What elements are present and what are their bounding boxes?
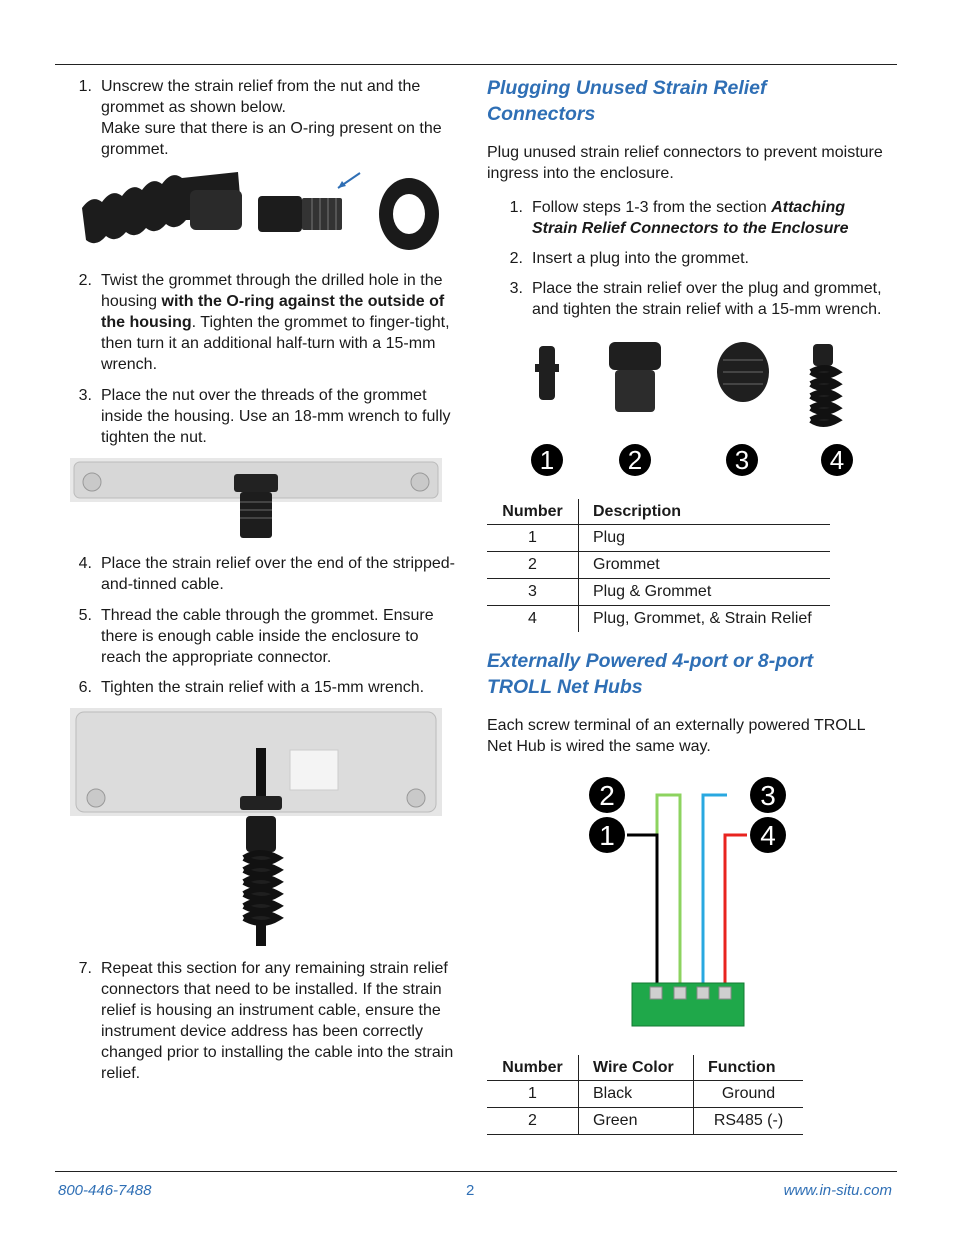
step-emphasis: the housing (101, 314, 192, 331)
footer-phone: 800-446-7488 (58, 1182, 152, 1199)
table-row (487, 579, 830, 606)
table-header-row (487, 1055, 803, 1081)
para-line: ingress into the enclosure. (487, 165, 674, 182)
table-row (487, 525, 830, 552)
para-line: Net Hub is wired the same way. (487, 738, 711, 755)
table-cell: Black (579, 1081, 694, 1108)
red-wire (725, 835, 747, 988)
svg-text:2: 2 (599, 780, 615, 811)
step-text: Follow steps 1-3 from the section (532, 199, 772, 216)
grommet-installed-photo (70, 458, 442, 540)
step-line: tighten the nut. (101, 429, 207, 446)
step-line: Thread the cable through the grommet. Ensure (101, 607, 434, 624)
step-text: housing (101, 293, 162, 310)
black-wire (627, 835, 657, 988)
strain-relief-parts-photo (80, 168, 460, 258)
callout-2-icon (619, 444, 651, 476)
plug-parts-photo (517, 338, 857, 480)
callout-1-icon (531, 444, 563, 476)
svg-text:3: 3 (760, 780, 776, 811)
svg-text:4: 4 (829, 445, 845, 475)
para-line: Plug unused strain relief connectors to prevent moisture (487, 144, 883, 161)
table-cell: 1 (487, 1081, 579, 1108)
step-line: Place the strain relief over the end of the stripped- (101, 555, 455, 572)
step-line: there is enough cable inside the enclosure to (101, 628, 419, 645)
green-wire (657, 795, 680, 988)
step-number: 7. (78, 960, 92, 977)
table-cell: Grommet (579, 552, 831, 579)
terminal-screw (697, 987, 709, 999)
table-header-row (487, 499, 830, 525)
wiring-diagram (587, 775, 797, 1030)
step-text: Insert a plug into the grommet. (532, 250, 749, 267)
step-number: 1. (509, 199, 523, 216)
table-row (487, 606, 830, 633)
heading-line: TROLL Net Hubs (487, 676, 643, 698)
top-rule (55, 64, 897, 65)
step-line: Unscrew the strain relief from the nut and the (101, 78, 421, 95)
step-line: grommet. (101, 141, 169, 158)
step-text: . Tighten the grommet to finger-tight, (191, 314, 450, 331)
heading-line: Plugging Unused Strain Relief (487, 77, 767, 99)
step-line: relief. (101, 1065, 141, 1082)
table-row (487, 552, 830, 579)
table-cell: Plug, Grommet, & Strain Relief (579, 606, 831, 633)
step-line: changed prior to installing the cable into the strain (101, 1044, 454, 1061)
footer-url-link[interactable]: www.in-situ.com (783, 1182, 892, 1199)
table-cell: 3 (487, 579, 579, 606)
wire-callout-3-icon (750, 777, 786, 813)
step-emphasis: Attaching (771, 199, 845, 216)
step-line: wrench. (101, 356, 158, 373)
step-line (101, 312, 481, 333)
step-line: Tighten the strain relief with a 15-mm wrench. (101, 679, 425, 696)
wire-callout-4-icon (750, 817, 786, 853)
table-row (487, 1081, 803, 1108)
step-text: Place the strain relief over the plug and grommet, (532, 280, 882, 297)
step-line: then turn it an additional half-turn with a 15-mm (101, 335, 436, 352)
step-line: Twist the grommet through the drilled hole in the (101, 272, 443, 289)
terminal-screw (674, 987, 686, 999)
step-text: and tighten the strain relief with a 15-mm wrench. (532, 301, 882, 318)
step-line: and-tinned cable. (101, 576, 224, 593)
heading-line: Externally Powered 4-port or 8-port (487, 650, 814, 672)
table-cell: 2 (487, 552, 579, 579)
step-number: 3. (78, 387, 92, 404)
callout-4-icon (821, 444, 853, 476)
table-header: Wire Color (579, 1055, 694, 1081)
step-emphasis: Strain Relief Connectors to the Enclosure (532, 220, 849, 237)
heading-line: Connectors (487, 103, 596, 125)
step-emphasis: with the O-ring against the outside of (161, 293, 445, 310)
table-cell: Plug & Grommet (579, 579, 831, 606)
svg-text:1: 1 (599, 820, 615, 851)
svg-text:3: 3 (734, 445, 750, 475)
wire-callout-2-icon (589, 777, 625, 813)
step-line: connectors that need to be installed. If the strain (101, 981, 442, 998)
step-number: 2. (78, 272, 92, 289)
step-line: instrument device address has been correctly (101, 1023, 423, 1040)
step-number: 5. (78, 607, 92, 624)
section-heading-net-hubs (487, 648, 813, 700)
table-header: Description (579, 499, 831, 525)
wire-function-table (487, 1055, 803, 1135)
strain-relief-installed-photo (70, 708, 442, 946)
wire-callout-1-icon (589, 817, 625, 853)
svg-text:4: 4 (760, 820, 776, 851)
callout-3-icon (726, 444, 758, 476)
step-line: Place the nut over the threads of the grommet (101, 387, 427, 404)
step-line: Repeat this section for any remaining strain relief (101, 960, 448, 977)
step-number: 2. (509, 250, 523, 267)
table-cell: 4 (528, 610, 537, 627)
intro-paragraph (487, 142, 897, 184)
table-cell: 1 (487, 525, 579, 552)
terminal-screw (650, 987, 662, 999)
table-row (487, 1108, 803, 1135)
table-cell: Ground (694, 1081, 804, 1108)
step-number: 4. (78, 555, 92, 572)
svg-text:2: 2 (627, 445, 643, 475)
page-number: 2 (466, 1182, 475, 1199)
para-line: Each screw terminal of an externally powered TROLL (487, 717, 866, 734)
section-heading-plugging (487, 75, 767, 127)
bottom-rule (55, 1171, 897, 1172)
net-hub-paragraph (487, 715, 897, 757)
step-line (101, 291, 481, 312)
step-line: reach the appropriate connector. (101, 649, 332, 666)
step-number: 1. (78, 78, 92, 95)
step-line: Make sure that there is an O-ring present on the (101, 120, 442, 137)
table-header: Number (487, 499, 579, 525)
terminal-screw (719, 987, 731, 999)
blue-wire (703, 795, 727, 988)
step-line: inside the housing. Use an 18-mm wrench to fully (101, 408, 451, 425)
table-header: Function (694, 1055, 804, 1081)
table-cell: Plug (579, 525, 831, 552)
table-cell: Green (579, 1108, 694, 1135)
table-cell: 2 (487, 1108, 579, 1135)
step-line: grommet as shown below. (101, 99, 286, 116)
step-line: relief is housing an instrument cable, ensure the (101, 1002, 441, 1019)
plug-parts-table (487, 499, 830, 632)
step-number: 3. (509, 280, 523, 297)
step-number: 6. (78, 679, 92, 696)
table-header: Number (487, 1055, 579, 1081)
table-cell: RS485 (-) (694, 1108, 804, 1135)
svg-text:1: 1 (539, 445, 555, 475)
